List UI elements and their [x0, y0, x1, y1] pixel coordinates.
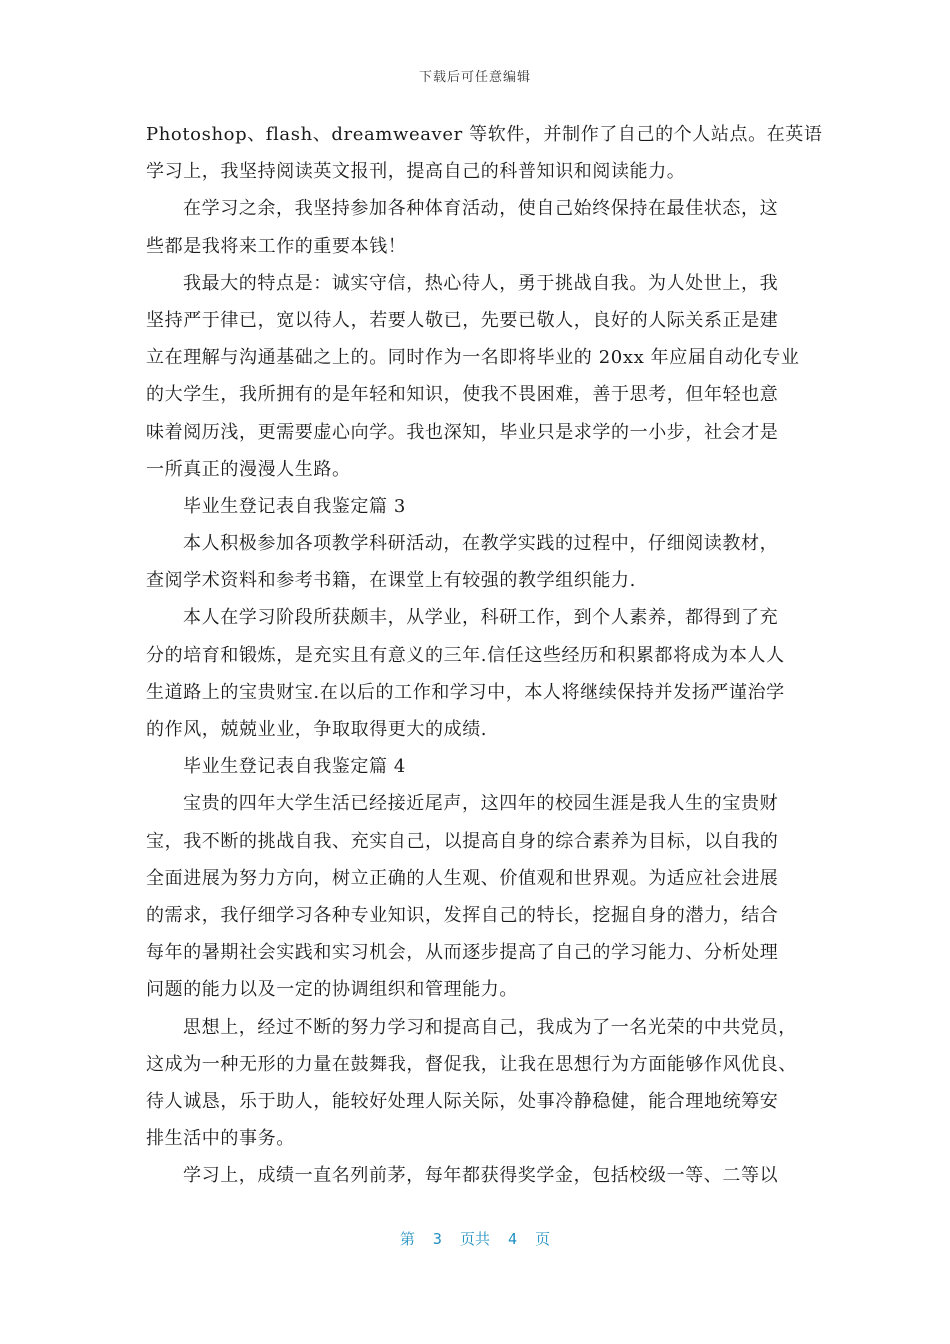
body-line: 查阅学术资料和参考书籍，在课堂上有较强的教学组织能力. — [146, 570, 636, 592]
body-line: 这成为一种无形的力量在鼓舞我，督促我，让我在思想行为方面能够作风优良、 — [146, 1053, 797, 1075]
body-line: 宝，我不断的挑战自我、充实自己，以提高自身的综合素养为目标，以自我的 — [146, 830, 779, 852]
body-line: 我最大的特点是：诚实守信，热心待人，勇于挑战自我。为人处世上，我 — [183, 272, 779, 294]
body-line: 待人诚恳，乐于助人，能较好处理人际关际，处事冷静稳健，能合理地统筹安 — [146, 1090, 779, 1112]
body-line: 些都是我将来工作的重要本钱！ — [146, 235, 407, 257]
body-line: 问题的能力以及一定的协调组织和管理能力。 — [146, 979, 518, 1001]
body-line: 宝贵的四年大学生活已经接近尾声，这四年的校园生涯是我人生的宝贵财 — [183, 793, 779, 815]
section-heading: 毕业生登记表自我鉴定篇 4 — [183, 756, 406, 778]
body-line: 学习上，我坚持阅读英文报刊，提高自己的科普知识和阅读能力。 — [146, 161, 686, 183]
body-line: 立在理解与沟通基础之上的。同时作为一名即将毕业的 20xx 年应届自动化专业 — [146, 347, 800, 369]
page-header: 下载后可任意编辑 — [418, 70, 531, 85]
body-line: 全面进展为努力方向，树立正确的人生观、价值观和世界观。为适应社会进展 — [146, 867, 779, 889]
body-line: 学习上，成绩一直名列前茅，每年都获得奖学金，包括校级一等、二等以 — [183, 1165, 779, 1187]
section-heading: 毕业生登记表自我鉴定篇 3 — [183, 495, 406, 517]
body-line: 生道路上的宝贵财宝.在以后的工作和学习中，本人将继续保持并发扬严谨治学 — [146, 681, 785, 703]
page-number-footer: 第 3 页共 4 页 — [399, 1230, 551, 1248]
body-line: 排生活中的事务。 — [146, 1128, 295, 1150]
document-body — [146, 116, 823, 1194]
body-line: 的需求，我仔细学习各种专业知识，发挥自己的特长，挖掘自身的潜力，结合 — [146, 904, 779, 926]
body-line: 在学习之余，我坚持参加各种体育活动，使自己始终保持在最佳状态，这 — [183, 198, 779, 220]
body-line: 的大学生，我所拥有的是年轻和知识，使我不畏困难，善于思考，但年轻也意 — [146, 384, 779, 406]
body-line: 的作风，兢兢业业，争取取得更大的成绩. — [146, 719, 488, 740]
body-line: 本人积极参加各项教学科研活动，在教学实践的过程中，仔细阅读教材， — [183, 533, 779, 555]
body-line: 每年的暑期社会实践和实习机会，从而逐步提高了自己的学习能力、分析处理 — [146, 942, 779, 964]
body-line: Photoshop、flash、dreamweaver 等软件，并制作了自己的个人站点。在英语 — [146, 124, 823, 145]
body-line: 分的培育和锻炼，是充实且有意义的三年.信任这些经历和积累都将成为本人人 — [146, 644, 785, 666]
body-line: 本人在学习阶段所获颇丰，从学业，科研工作，到个人素养，都得到了充 — [183, 607, 779, 629]
body-line: 思想上，经过不断的努力学习和提高自己，我成为了一名光荣的中共党员， — [183, 1016, 797, 1038]
body-line: 味着阅历浅，更需要虚心向学。我也深知，毕业只是求学的一小步，社会才是 — [146, 421, 779, 443]
body-line: 一所真正的漫漫人生路。 — [146, 458, 351, 480]
body-line: 坚持严于律已，宽以待人，若要人敬已，先要已敬人，良好的人际关系正是建 — [146, 309, 779, 331]
